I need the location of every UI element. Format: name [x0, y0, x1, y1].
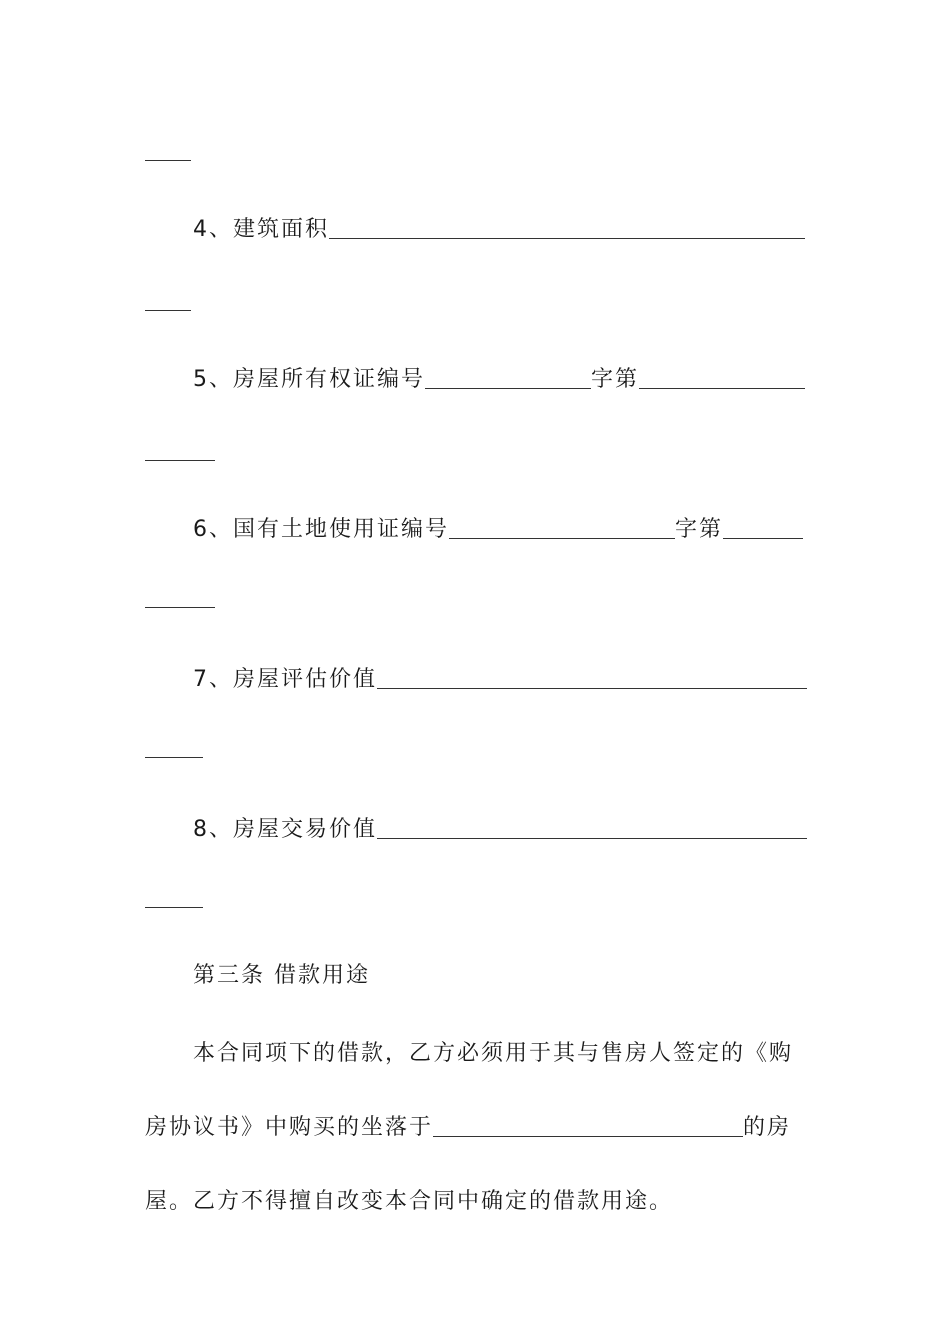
article-line-2-end: 的房 [743, 1115, 792, 1140]
item-label: 6、国有土地使用证编号 [193, 517, 449, 542]
item-label: 8、房屋交易价值 [193, 817, 377, 842]
article-line-1: 本合同项下的借款，乙方必须用于其与售房人签定的《购 [193, 1041, 794, 1066]
item-label: 4、建筑面积 [193, 217, 329, 242]
fill-blank [377, 688, 807, 689]
location-blank [433, 1136, 743, 1137]
continuation-blank [145, 757, 203, 758]
item-land-use-cert-no [193, 512, 803, 543]
item-transaction-value [193, 812, 807, 843]
item-mid-label: 字第 [675, 517, 724, 542]
item-appraisal-value [193, 662, 807, 693]
article-line-2 [145, 1110, 791, 1141]
fill-blank [723, 538, 803, 539]
fill-blank [329, 238, 805, 239]
item-mid-label: 字第 [591, 367, 640, 392]
item-ownership-cert-no [193, 362, 805, 393]
article-heading: 第三条 借款用途 [193, 963, 370, 988]
fill-blank [639, 388, 805, 389]
continuation-blank [145, 460, 215, 461]
continuation-blank [145, 907, 203, 908]
item-label: 5、房屋所有权证编号 [193, 367, 425, 392]
article-line-3: 屋。乙方不得擅自改变本合同中确定的借款用途。 [145, 1189, 674, 1214]
item-building-area [193, 212, 805, 243]
item-label: 7、房屋评估价值 [193, 667, 377, 692]
continuation-blank [145, 607, 215, 608]
fill-blank [425, 388, 591, 389]
fill-blank [449, 538, 675, 539]
continuation-blank [145, 310, 191, 311]
article-line-2-start: 房协议书》中购买的坐落于 [145, 1115, 434, 1140]
fill-blank [377, 838, 807, 839]
continuation-blank [145, 160, 191, 161]
